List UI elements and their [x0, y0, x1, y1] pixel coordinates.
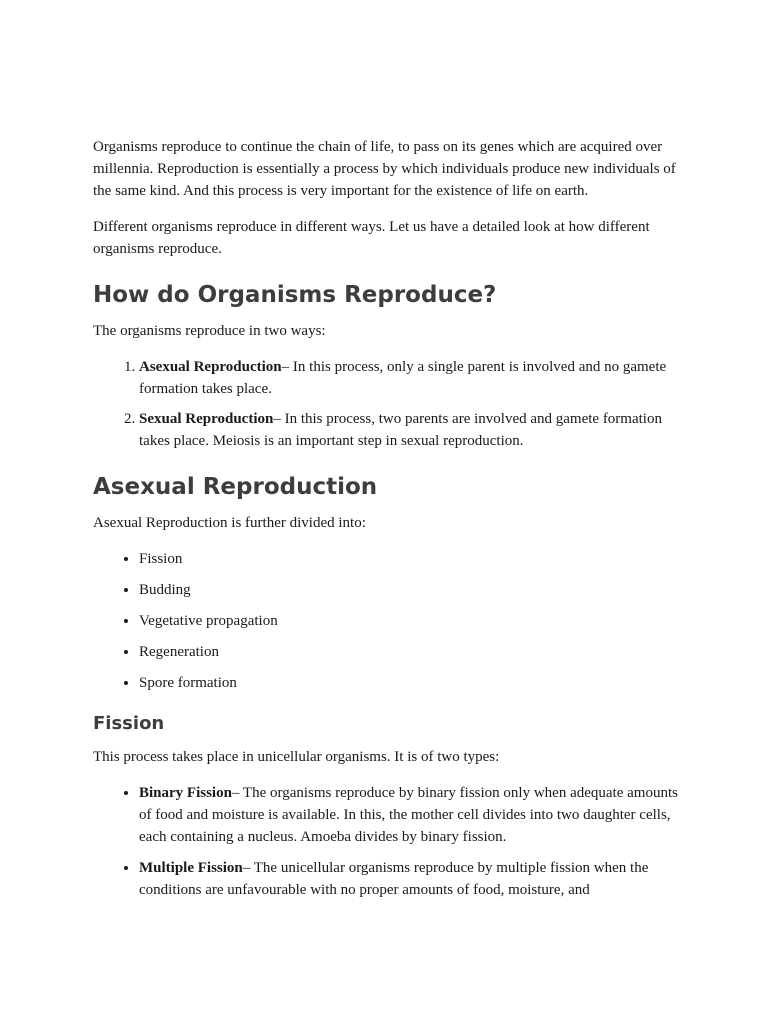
term-asexual-reproduction: Asexual Reproduction	[139, 359, 282, 375]
document-page	[93, 136, 678, 910]
reproduction-ways-list	[93, 356, 678, 452]
asexual-lead-paragraph: Asexual Reproduction is further divided into:	[93, 515, 366, 531]
list-item-asexual	[139, 356, 678, 400]
desc-asexual-reproduction: – In this process, only a single parent is involved and no gamete formation takes place.	[139, 359, 667, 397]
desc-binary-fission: – The organisms reproduce by binary fission only when adequate amounts of food and moisture is available. In this, the mother cell divides into two daughter cells, each containing a nucleus. Amoeba divides by binary fission.	[139, 785, 678, 845]
desc-multiple-fission: – The unicellular organisms reproduce by multiple fission when the conditions are unfavourable with no proper amounts of food, moisture, and	[139, 860, 649, 898]
how-lead-paragraph: The organisms reproduce in two ways:	[93, 323, 326, 339]
asexual-types-list	[93, 548, 678, 694]
term-binary-fission: Binary Fission	[139, 785, 232, 801]
list-item-sexual	[139, 408, 678, 452]
heading-fission: Fission	[93, 713, 165, 734]
intro-paragraph-1: Organisms reproduce to continue the chain of life, to pass on its genes which are acquired over millennia. Reproduction is essentially a process by which individuals produce new individuals of the same kind. And this process is very important for the existence of life on earth.	[93, 139, 676, 199]
intro-paragraph-2: Different organisms reproduce in different ways. Let us have a detailed look at how different organisms reproduce.	[93, 219, 650, 257]
list-item-budding: • Budding	[139, 579, 678, 601]
fission-lead-paragraph: This process takes place in unicellular organisms. It is of two types:	[93, 749, 500, 765]
desc-sexual-reproduction: – In this process, two parents are involved and gamete formation takes place. Meiosis is an important step in sexual reproduction.	[139, 411, 662, 449]
list-item-vegetative-propagation: • Vegetative propagation	[139, 610, 678, 632]
fission-types-list	[93, 782, 678, 901]
list-item-multiple-fission	[139, 857, 678, 901]
list-item-fission: • Fission	[139, 548, 678, 570]
list-item-binary-fission	[139, 782, 678, 848]
list-item-regeneration: • Regeneration	[139, 641, 678, 663]
heading-how-do-organisms-reproduce: How do Organisms Reproduce?	[93, 282, 497, 308]
list-item-spore-formation: • Spore formation	[139, 672, 678, 694]
term-multiple-fission: Multiple Fission	[139, 860, 243, 876]
term-sexual-reproduction: Sexual Reproduction	[139, 411, 274, 427]
heading-asexual-reproduction: Asexual Reproduction	[93, 474, 378, 500]
